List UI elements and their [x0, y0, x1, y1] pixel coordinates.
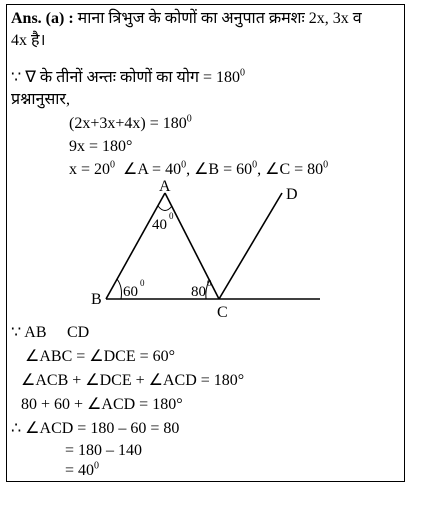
answer-label: Ans. (a) :: [11, 10, 74, 27]
equation-1-sup: 0: [186, 113, 192, 125]
according-text: प्रश्नानुसार,: [11, 91, 70, 108]
step-3: 80 + 60 + ∠ACD = 180°: [21, 396, 183, 413]
step-5: = 180 – 140: [65, 442, 143, 459]
because-symbol: ∵: [11, 69, 22, 86]
arc-b: [117, 279, 122, 299]
answer-box: [6, 4, 405, 482]
parallel-given: ∵ AB ⃦ CD: [11, 324, 90, 341]
label-a: A: [159, 178, 171, 195]
answer-intro: माना त्रिभुज के कोणों का अनुपात क्रमशः 2x, 3x व: [77, 10, 362, 27]
step-4: ∴ ∠ACD = 180 – 60 = 80: [11, 420, 180, 437]
x-sup: 0: [110, 159, 116, 171]
x-value: x = 20: [69, 161, 111, 178]
statement-text: ∇ के तीनों अन्तः कोणों का योग = 180: [25, 69, 241, 86]
angle-apex-deg: 0: [169, 211, 174, 221]
final-sup: 0: [94, 460, 100, 472]
a-sup: 0: [181, 159, 187, 171]
angle-apex-label: 40: [152, 217, 167, 233]
angle-c-label: 80: [191, 284, 206, 300]
step-1: ∠ABC = ∠DCE = 60°: [25, 348, 176, 365]
angle-b-deg: 0: [140, 278, 145, 288]
angle-b-value: , ∠B = 60: [186, 161, 253, 178]
step-2: ∠ACB + ∠DCE + ∠ACD = 180°: [21, 372, 245, 389]
angle-c-value: , ∠C = 80: [257, 161, 324, 178]
label-d: D: [286, 186, 298, 203]
label-b: B: [91, 291, 102, 308]
c-sup: 0: [323, 159, 329, 171]
final-answer: [65, 461, 99, 481]
answer-intro-cont: 4x है।: [11, 32, 46, 49]
line-cd: [219, 193, 282, 299]
label-c: C: [217, 304, 228, 321]
b-sup: 0: [252, 159, 258, 171]
angle-c-deg: 0: [207, 278, 212, 288]
angle-a-value: ∠A = 40: [115, 161, 182, 178]
equation-2: 9x = 180°: [69, 138, 133, 155]
equation-1-text: (2x+3x+4x) = 180: [69, 115, 187, 132]
arc-a: [158, 206, 172, 211]
final-text: = 40: [65, 462, 95, 479]
degree-sup: 0: [240, 67, 246, 79]
angle-b-label: 60: [123, 284, 138, 300]
